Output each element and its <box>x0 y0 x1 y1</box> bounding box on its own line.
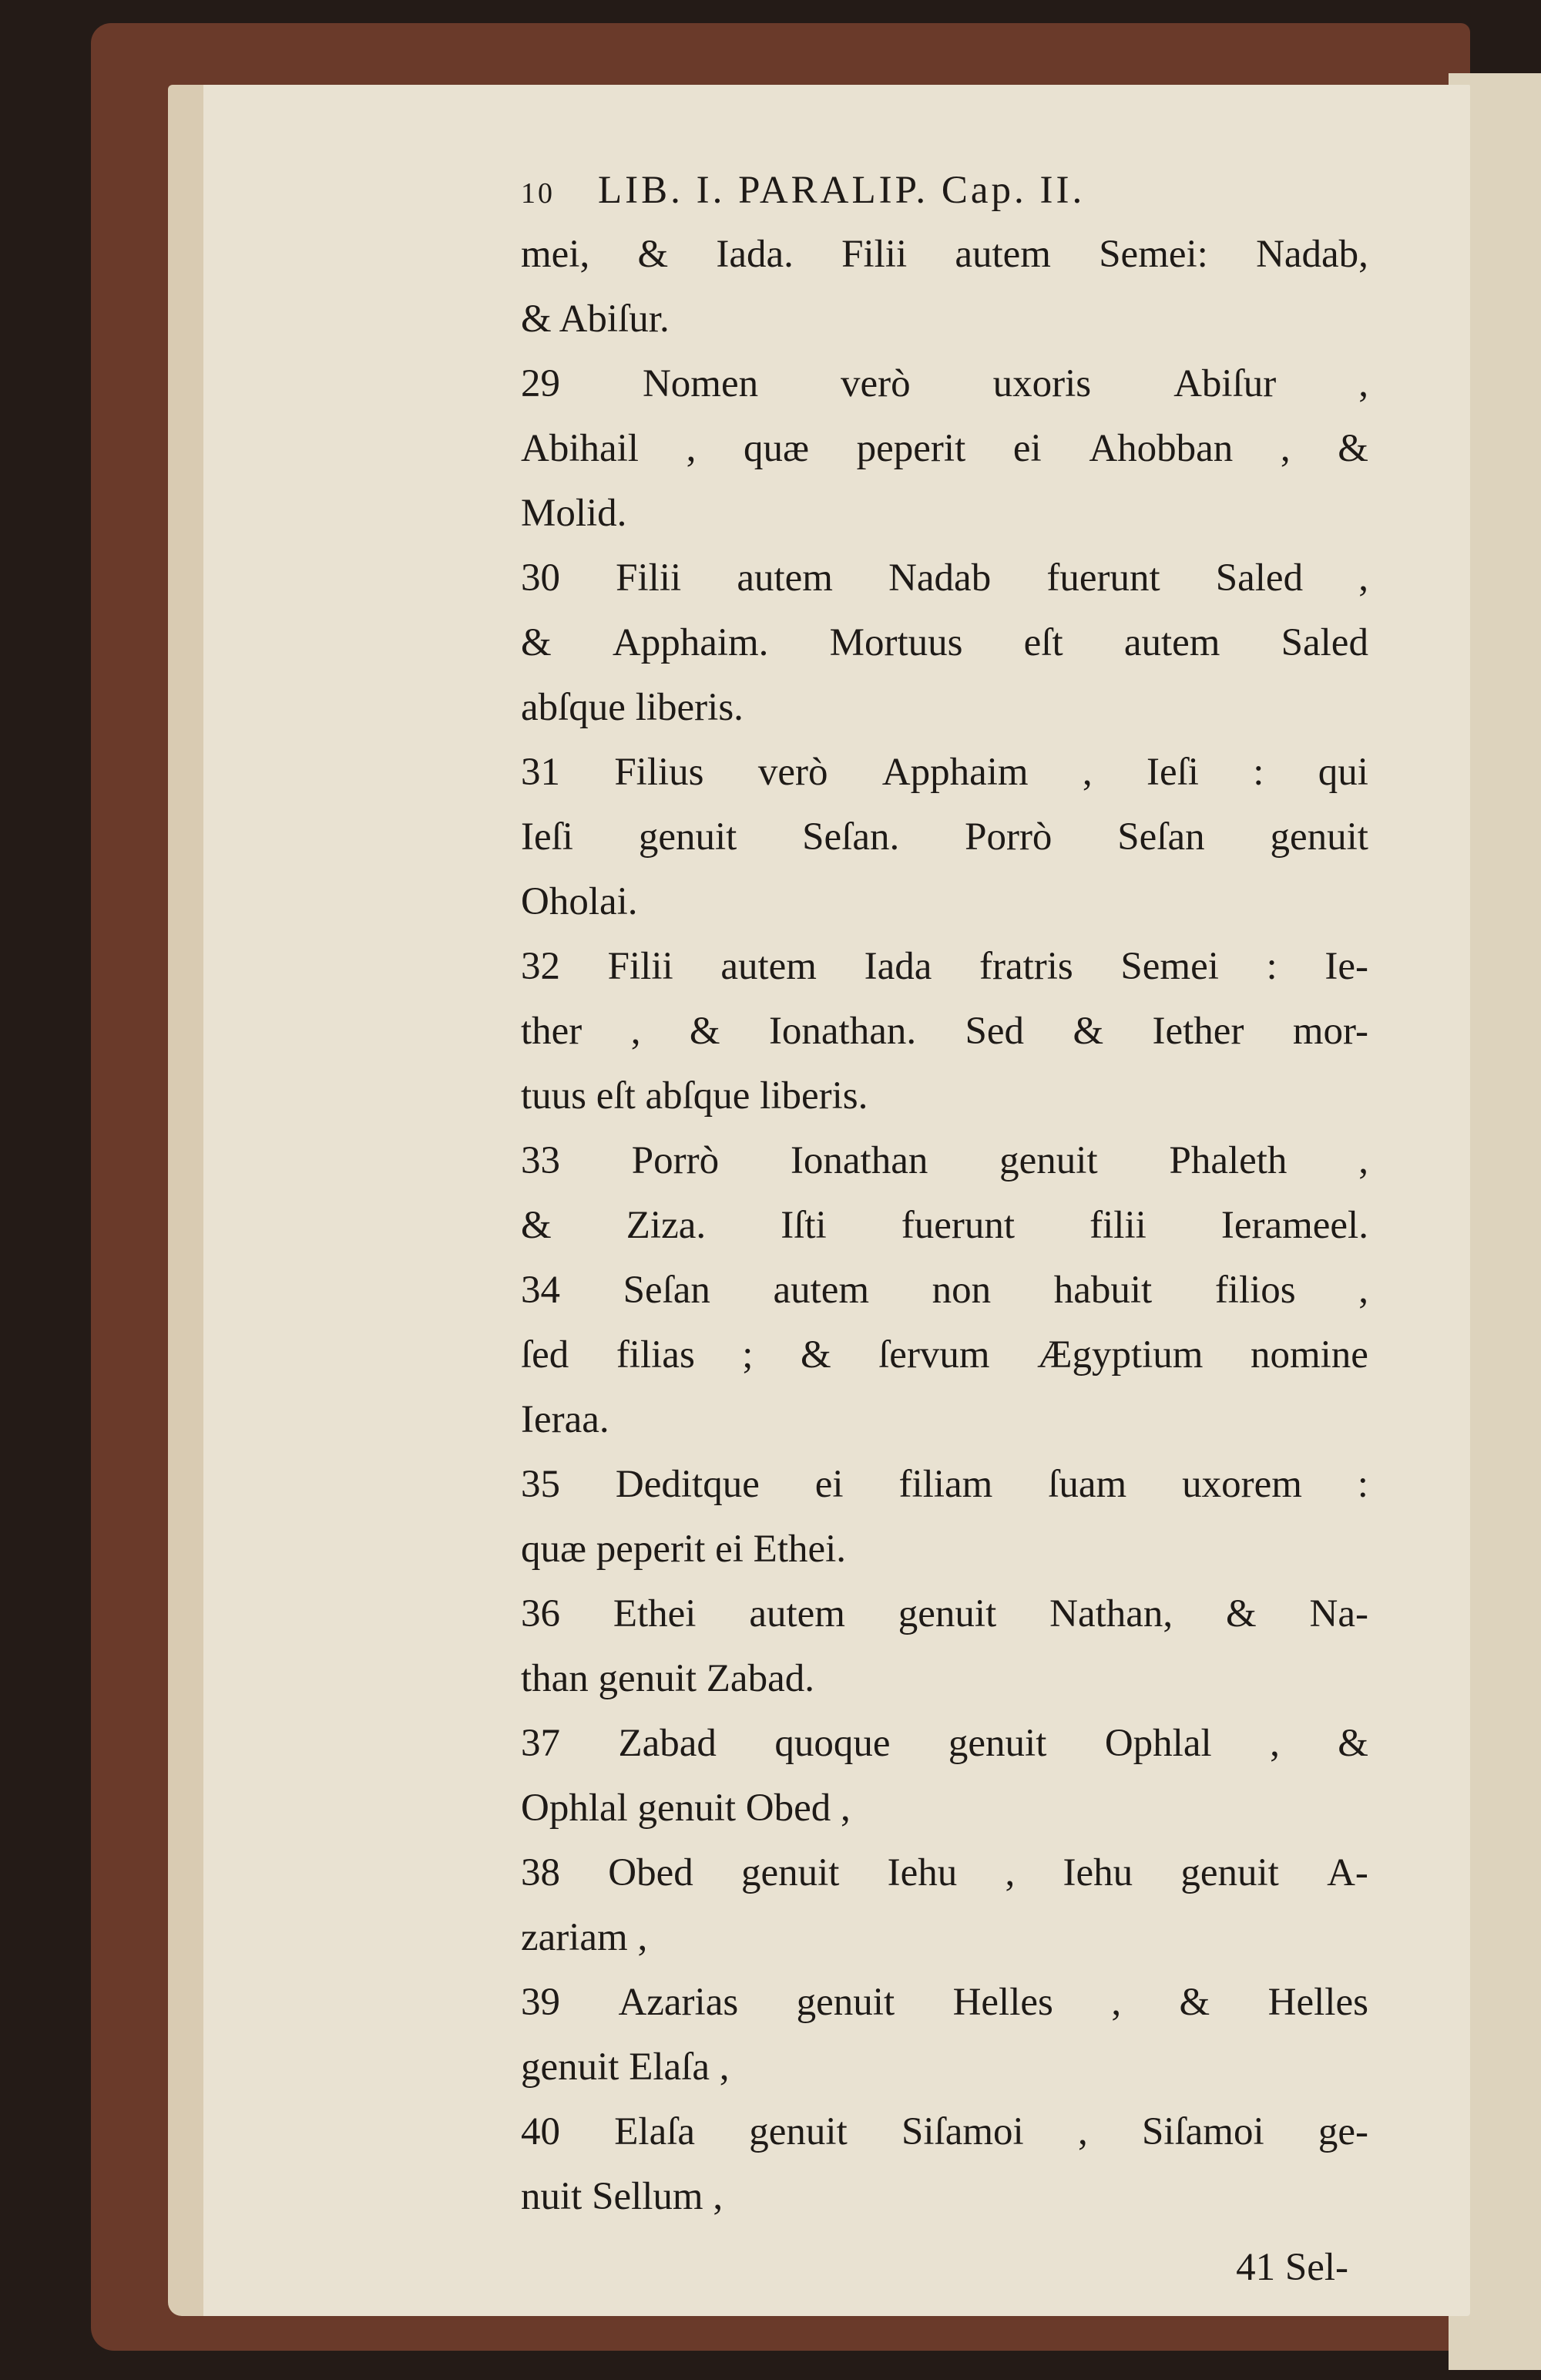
text-line: & Abiſur. <box>521 298 670 341</box>
text-line: 38 Obed genuit Iehu , Iehu genuit A- <box>521 1851 1368 1894</box>
text-line: quæ peperit ei Ethei. <box>521 1528 847 1571</box>
text-line: mei, & Iada. Filii autem Semei: Nadab, <box>521 233 1368 276</box>
body-lines <box>521 222 1368 2229</box>
text-line: zariam , <box>521 1916 648 1959</box>
text-line: 36 Ethei autem genuit Nathan, & Na- <box>521 1592 1368 1635</box>
page-header <box>521 168 1368 222</box>
text-line: 32 Filii autem Iada fratris Semei : Ie- <box>521 945 1368 988</box>
text-line: genuit Elaſa , <box>521 2046 730 2089</box>
text-line: tuus eſt abſque liberis. <box>521 1074 868 1118</box>
text-line: 31 Filius verò Apphaim , Ieſi : qui <box>521 751 1368 794</box>
text-line: 29 Nomen verò uxoris Abiſur , <box>521 362 1368 405</box>
text-line: Ieſi genuit Seſan. Porrò Seſan genuit <box>521 815 1368 859</box>
catchword: 41 Sel- <box>1236 2246 1348 2289</box>
text-line: 40 Elaſa genuit Siſamoi , Siſamoi ge- <box>521 2110 1368 2153</box>
text-line: Abihail , quæ peperit ei Ahobban , & <box>521 427 1368 470</box>
text-line: 37 Zabad quoque genuit Ophlal , & <box>521 1722 1368 1765</box>
catchword-row <box>521 2229 1368 2298</box>
text-line: Ophlal genuit Obed , <box>521 1787 851 1830</box>
text-line: 39 Azarias genuit Helles , & Helles <box>521 1981 1368 2024</box>
text-line: ther , & Ionathan. Sed & Iether mor- <box>521 1010 1368 1053</box>
text-line: than genuit Zabad. <box>521 1657 814 1700</box>
text-line: ſed filias ; & ſervum Ægyptium nomine <box>521 1333 1368 1377</box>
page-number: 10 <box>521 177 555 210</box>
text-line: 34 Seſan autem non habuit filios , <box>521 1269 1368 1312</box>
text-line: Oholai. <box>521 880 638 923</box>
text-line: 30 Filii autem Nadab fuerunt Saled , <box>521 556 1368 600</box>
text-line: abſque liberis. <box>521 686 744 729</box>
text-line: 33 Porrò Ionathan genuit Phaleth , <box>521 1139 1368 1182</box>
text-line: nuit Sellum , <box>521 2175 723 2218</box>
text-line: Molid. <box>521 492 627 535</box>
text-line: 35 Deditque ei filiam ſuam uxorem : <box>521 1463 1368 1506</box>
text-line: Ieraa. <box>521 1398 609 1441</box>
text-line: & Ziza. Iſti fuerunt filii Ierameel. <box>521 1204 1368 1247</box>
text-block <box>521 168 1368 2298</box>
running-head: LIB. I. PARALIP. Cap. II. <box>598 169 1086 212</box>
text-line: & Apphaim. Mortuus eſt autem Saled <box>521 621 1368 664</box>
